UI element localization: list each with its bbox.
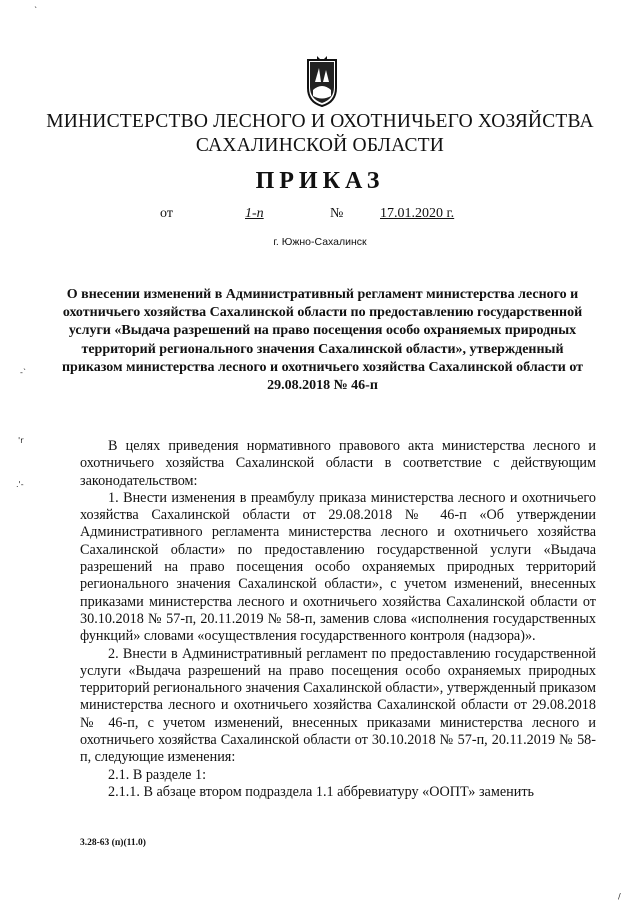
order-number: 1-п: [245, 206, 264, 221]
form-code: 3.28-63 (п)(11.0): [80, 838, 146, 848]
ministry-name-line2: САХАЛИНСКОЙ ОБЛАСТИ: [195, 135, 445, 156]
order-subject: О внесении изменений в Административный регламент министерства лесного и охотничьего хозяйства Сахалинской области по предоставлению государственной услуги «Выдача разрешений на право посещения особо охраняемых природных территорий регионального значения Сахалинской области», утвержденный приказом министерства лесного и охотничьего хозяйства Сахалинской области от 29.08.2018 № 46-п: [61, 287, 584, 394]
scan-mark: /: [618, 892, 621, 901]
order-body: [80, 438, 596, 801]
scan-mark: .'-: [16, 480, 24, 489]
ministry-header: [40, 110, 600, 158]
city-line: г. Южно-Сахалинск: [273, 236, 367, 248]
paragraph-item-1: 1. Внести изменения в преамбулу приказа министерства лесного и охотничьего хозяйства Сахалинской области от 29.08.2018 № 46-п «Об утверждении Административного регламента министерства лесного и охотничьего хозяйства Сахалинской области» по предоставлению государственной услуги «Выдача разрешений на право посещения особо охраняемых природных территорий регионального значения Сахалинской области», с учетом изменений, внесенных приказами министерства лесного и охотничьего хозяйства Сахалинской области от 30.10.2018 № 57-п, 20.11.2019 № 58-п, заменив слова «исполнения государственных функций» словами «осуществления государственного контроля (надзора)».: [80, 489, 596, 645]
sakhalin-coat-of-arms-icon: [300, 52, 344, 108]
order-title: ПРИКАЗ: [255, 168, 385, 194]
paragraph-item-2-1: 2.1. В разделе 1:: [108, 766, 207, 783]
order-from-label: от: [160, 206, 173, 221]
ministry-name-line1: МИНИСТЕРСТВО ЛЕСНОГО И ОХОТНИЧЬЕГО ХОЗЯЙСТВА: [46, 111, 594, 132]
scan-mark: 'r: [18, 436, 24, 445]
scan-mark: -`: [20, 368, 27, 377]
paragraph-item-2-1-1: 2.1.1. В абзаце втором подраздела 1.1 аббревиатуру «ООПТ» заменить: [108, 783, 534, 800]
paragraph-item-2: 2. Внести в Административный регламент по предоставлению государственной услуги «Выдача разрешений на право посещения особо охраняемых природных территорий регионального значения Сахалинской области», утвержденный приказом министерства лесного и охотничьего хозяйства Сахалинской области от 29.08.2018 № 46-п, с учетом изменений, внесенных приказами министерства лесного и охотничьего хозяйства Сахалинской области от 30.10.2018 № 57-п, 20.11.2019 № 58-п, следующие изменения:: [80, 645, 596, 766]
order-number-sign: №: [330, 206, 344, 221]
order-date: 17.01.2020 г.: [380, 206, 455, 221]
scan-mark: `: [34, 6, 38, 15]
paragraph-preamble: В целях приведения нормативного правового акта министерства лесного и охотничьего хозяйства Сахалинской области в соответствие с действующим законодательством:: [80, 438, 596, 489]
